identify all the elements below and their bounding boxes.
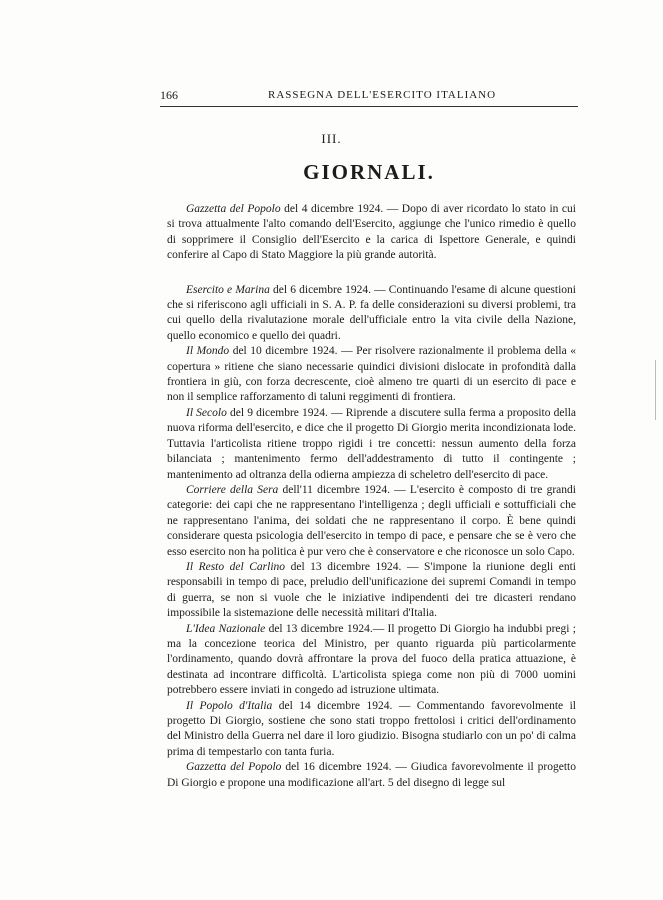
entry-date: del 9 dicembre 1924. [226,406,328,419]
entry-text: — Giudica favorevolmente il progetto Di Giorgio e propone una modificazione all'art. 5 del disegno di legge sul [167,761,576,789]
entry-text: — L'esercito è composto di tre grandi categorie: dei capi che ne rappresentano l'intelligenza ; degli ufficiali e sottufficiali che ne rappresentano l'anima, dei soldati che ne rappresentano il corpo. È bene quindi considerare questa psicologia dell'esercito in tempo di pace, e pensare che se è vero che esso esercito non ha politica è pur vero che è conservatore e che riconosce un solo Capo. [167,483,576,558]
press-entry [167,202,576,264]
press-entry [167,483,576,560]
page-number: 166 [160,88,178,102]
press-entry [167,406,576,483]
newspaper-name: Il Secolo [186,406,227,419]
press-entry [167,622,576,699]
newspaper-name: Il Popolo d'Italia [186,699,273,712]
entry-text: — S'impone la riunione degli enti responsabili in tempo di pace, preludio dell'unificazione dei supremi Comandi in tempo di guerra, se non si vuole che le iniziative indipendenti dei tre dicasteri rendano impossibile la sistemazione delle necessità militari d'Italia. [167,560,576,620]
newspaper-name: Il Mondo [186,345,230,358]
newspaper-name: Corriere della Sera [186,483,279,496]
newspaper-name: Il Resto del Carlino [186,560,286,573]
header-rule [160,106,578,107]
running-head [160,88,575,106]
entry-date: del 10 dicembre 1924. [229,345,338,358]
entry-date: del 14 dicembre 1924. [272,699,393,712]
section-heading: GIORNALI. [303,160,435,184]
entry-text: — Continuando l'esame di alcune questioni che si riferiscono agli ufficiali in S. A. P. fa delle considerazioni su diversi problemi, tra cui quello della rivalutazione morale dell'ufficiale entro la vita civile della Nazione, quello economico e quello dei quadri. [167,283,576,342]
entry-date: del 16 dicembre 1924. [281,761,392,774]
press-entry [167,560,576,622]
entry-date: del 13 dicembre 1924. [265,622,373,635]
entry-text: — Il progetto Di Giorgio ha indubbi pregi ; ma la concezione teorica del Ministro, per quanto riguarda più particolarmente l'ordinamento, quando dovrà affrontare la prova del fuoco della pratica attuazione, è destinata ad incontrare difficoltà. L'articolista spiega come non più di 7000 uomini potrebbero essere inviati in congedo ad istruzione ultimata. [167,622,576,697]
entry-date: del 6 dicembre 1924. [269,283,371,296]
newspaper-name: Gazzetta del Popolo [186,203,281,215]
section-number: III. [321,131,342,146]
entry-text: — Per risolvere razionalmente il problema della « copertura » ritiene che siano necessarie quindici divisioni dislocate in profondità dalla frontiera in giù, con forza decrescente, cioè almeno tre quarti di un esercito di pace e non il semplice rafforzamento di taluni reggimenti di frontiera. [167,345,576,404]
entry-date: del 4 dicembre 1924. [280,203,384,215]
press-entry [167,283,576,345]
newspaper-name: L'Idea Nazionale [186,622,266,635]
article-body [167,202,576,791]
scan-edge-mark [655,360,656,420]
running-title: RASSEGNA DELL'ESERCITO ITALIANO [268,89,497,101]
newspaper-name: Esercito e Marina [186,283,270,296]
entry-date: del 13 dicembre 1924. [285,560,402,573]
newspaper-name: Gazzetta del Popolo [186,761,282,774]
press-entry [167,760,576,791]
entry-text: — Commentando favorevolmente il progetto Di Giorgio, sostiene che sono stati troppo frettolosi i critici dell'ordinamento del Ministro della Guerra nel dare il loro giudizio. Bisogna studiarlo con un po' di calma prima di tempestarlo con tanta furia. [167,699,576,758]
entry-text: — Dopo di aver ricordato lo stato in cui si trova attualmente l'alto comando dell'Esercito, aggiunge che l'unico rimedio è quello di sopprimere il Consiglio dell'Esercito e la carica di Ispettore Generale, e quindi conferire al Capo di Stato Maggiore la più grande autorità. [167,203,576,262]
entry-text: — Riprende a discutere sulla ferma a proposito della nuova riforma dell'esercito, e dice che il progetto Di Giorgio merita incondizionata lode. Tuttavia l'articolista ritiene troppo rigidi i tre concetti: nessun aumento della forza bilanciata ; mantenimento fermo dell'addestramento di tutto il contingente ; mantenimento ad oltranza della odierna ampiezza di scheletro dell'esercito di pace. [167,406,576,481]
press-entry [167,344,576,406]
entry-date: dell'11 dicembre 1924. [278,483,390,496]
press-entry [167,699,576,761]
